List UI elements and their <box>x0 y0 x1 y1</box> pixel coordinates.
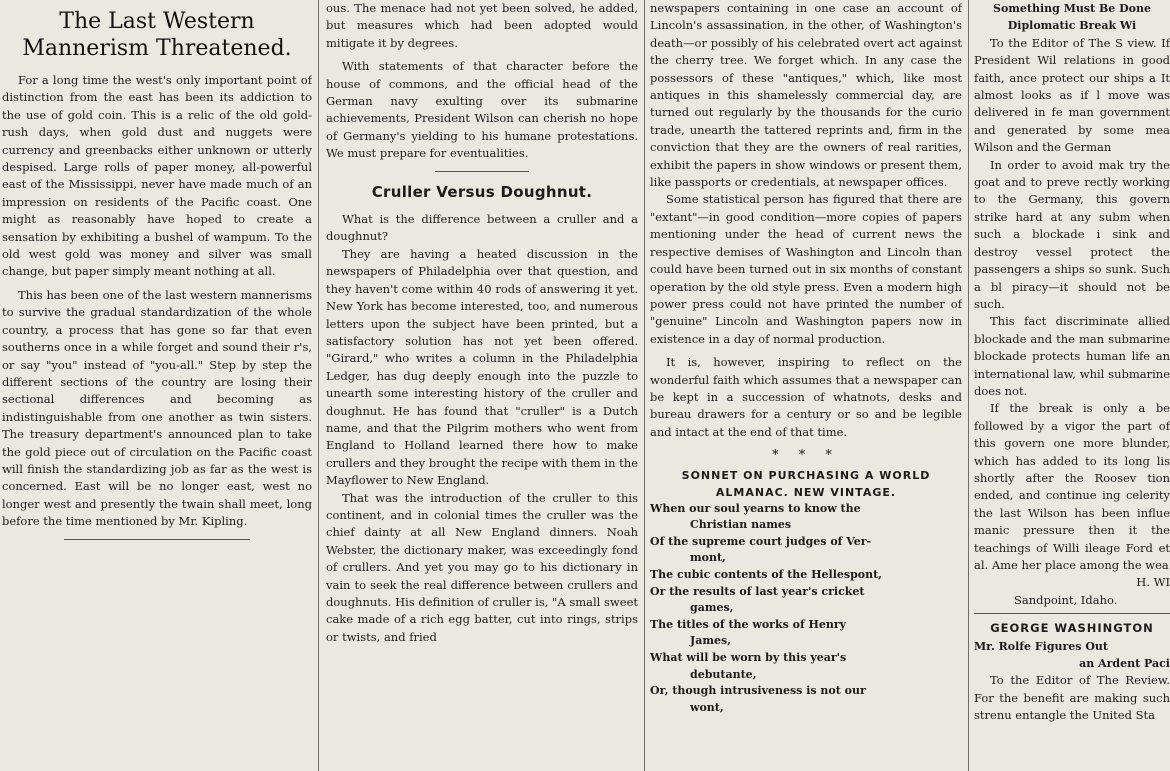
column-4 <box>974 0 1170 771</box>
letter-signature: H. WI <box>1136 575 1170 590</box>
article-paragraph: It is, however, inspiring to reflect on the wonderful faith which assumes that a newspaper can be kept in a succession of whatnots, desks and bureau drawers for a century or so and be legible and intact at the end of that time. <box>650 355 962 439</box>
article-rule <box>974 613 1170 614</box>
poem-line: What will be worn by this year's debutante, <box>650 650 847 681</box>
article-paragraph: They are having a heated discussion in the newspapers of Philadelphia over that question, and they haven't come within 40 rods of answering it yet. New York has become interested, too, and numerous letters upon the subject have been printed, but a satisfactory solution has not yet been offered. "Girard," who writes a column in the Philadelphia Ledger, has dug deeply enough into the puzzle to unearth some interesting history of the cruller and doughnut. He has found that "cruller" is a Dutch name, and that the Pilgrim mothers who went from England to Holland learned there how to make crullers and they brought the recipe with them in the Mayflower to New England. <box>326 246 638 488</box>
poem-line: The cubic contents of the Hellespont, <box>650 567 882 581</box>
article-headline: The Last Western Mannerism Threatened. <box>22 9 292 61</box>
poem-title: SONNET ON PURCHASING A WORLD <box>681 468 931 482</box>
article-paragraph: That was the introduction of the cruller to this continent, and in colonial times the cruller was the chief dainty at all New England dinners. Noah Webster, the dictionary maker, was exceedingly fond of crullers. And yet you may go to his dictionary in vain to seek the real difference between crullers and doughnuts. His definition of cruller is, "A small sweet cake made of a rich egg batter, cut into rings, strips or twists, and fried <box>326 490 638 644</box>
article-paragraph: What is the difference between a cruller and a doughnut? <box>326 212 638 244</box>
letter-subheadline: Diplomatic Break Wi <box>1007 19 1137 33</box>
column-rule <box>318 0 319 771</box>
column-1 <box>2 0 312 771</box>
column-rule <box>644 0 645 771</box>
letter-paragraph: If the break is only a be followed by a vigor the part of this govern one more blunder, which has added to its long lis shortly after the Roosev tion ended, and continue ing celerity the last Wilson has been influe manic pressure then it the teachings of Willi ileage Ford et al. Ame her place among the wea <box>974 401 1170 572</box>
article-paragraph: newspapers containing in one case an account of Lincoln's assassination, in the other, of Washington's death—or possibly of his celebrated overt act against the cherry tree. We forget which. In any case the possessors of these "antiques," which, like most antiques in this shamelessly commercial day, are turned out regularly by the thousands for the curio trade, unearth the tattered reprints and, firm in the conviction that they are the owners of real rarities, exhibit the papers in show windows or present them, like passports or credentials, at newspaper offices. <box>650 1 962 190</box>
section-stars: * * * <box>772 448 840 464</box>
poem-line: When our soul yearns to know the Christian names <box>650 501 861 532</box>
poem-line: Of the supreme court judges of Ver- mont, <box>650 534 872 565</box>
column-rule <box>968 0 969 771</box>
column-2 <box>326 0 638 771</box>
column-3 <box>650 0 962 771</box>
letter-headline: Mr. Rolfe Figures Out <box>974 639 1108 653</box>
poem-line: The titles of the works of Henry James, <box>650 617 847 648</box>
article-end-rule <box>64 539 250 540</box>
letter-location: Sandpoint, Idaho. <box>1014 592 1118 607</box>
article-headline: GEORGE WASHINGTON <box>990 621 1154 636</box>
article-paragraph: With statements of that character before the house of commons, and the official head of the German navy exulting over its submarine achievements, President Wilson can cherish no hope of Germany's yielding to his humane protestations. We must prepare for eventualities. <box>326 59 638 161</box>
letter-paragraph: In order to avoid mak try the goat and to preve rectly working to the Germany, this govern strike hard at any subm when such a blockade i sink and destroy vessel protect the passengers a ships so sunk. Such a bl piracy—it should not be such. <box>974 157 1170 311</box>
letter-subheadline: an Ardent Paci <box>1079 657 1170 671</box>
article-headline: Cruller Versus Doughnut. <box>371 182 593 201</box>
article-paragraph: For a long time the west's only important point of distinction from the east has been its addiction to the use of gold coin. This is a relic of the old gold-rush days, when gold dust and nuggets were currency and greenbacks either unknown or utterly despised. Large rolls of paper money, all-powerful east of the Mississippi, never have made much of an impression on residents of the Pacific coast. One might as reasonably have hoped to create a sensation by exhibiting a bushel of wampum. To the old west gold was money and silver was small change, but paper simply meant nothing at all. <box>2 73 312 279</box>
letter-paragraph: This fact discriminate allied blockade and the man submarine blockade protects human life an international law, whil submarine does not. <box>974 314 1170 398</box>
article-paragraph: This has been one of the last western mannerisms to survive the gradual standardization of the whole country, a process that has gone so far that even southerns once in a while forget and sound their r's, or say "you" instead of "you-all." Step by step the different sections of the country are losing their sectional differences and becoming as indistinguishable from one another as twin sisters. The treasury department's announced plan to take the gold piece out of circulation on the Pacific coast will finish the standardizing job as far as the west is concerned. East will be no longer east, west no longer west and presently the twain shall meet, long before the time mentioned by Mr. Kipling. <box>2 287 312 529</box>
article-paragraph: ous. The menace had not yet been solved, he added, but measures which had been adopted would mitigate it by degrees. <box>326 1 638 50</box>
poem-subtitle: ALMANAC. NEW VINTAGE. <box>715 485 897 499</box>
letter-paragraph: To the Editor of The Review. For the benefit are making such strenu entangle the United Sta <box>974 673 1170 723</box>
article-end-rule <box>435 171 529 172</box>
article-paragraph: Some statistical person has figured that there are "extant"—in good condition—more copies of papers mentioning under the head of current news the respective demises of Washington and Lincoln than could have been turned out in six months of constant operation by the old style press. Even a modern high power press could not have printed the number of "genuine" Lincoln and Washington papers now in existence in a day of normal production. <box>650 192 962 346</box>
letter-paragraph: To the Editor of The S view. If President Wil relations in good faith, ance protect our ships a It almost looks as if l move was delivered in fe man government and generated by some mea Wilson and the German <box>974 35 1170 155</box>
poem-line: Or, though intrusiveness is not our wont, <box>650 684 866 714</box>
letter-headline: Something Must Be Done <box>993 2 1151 15</box>
poem-line: Or the results of last year's cricket games, <box>650 584 865 615</box>
poem <box>650 501 962 717</box>
